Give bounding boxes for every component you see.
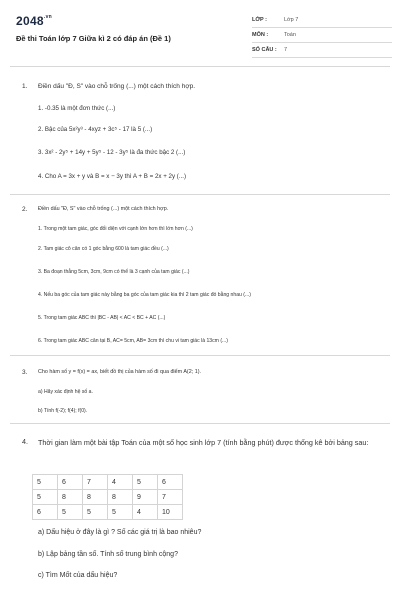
divider: [10, 194, 390, 195]
question-text: Điền dấu "Đ, S" vào chỗ trống (...) một cách thích hợp.: [38, 206, 169, 212]
table-cell: 8: [108, 490, 133, 505]
question-item: 4. Cho A = 3x + y và B = x − 3y thì A + B = 2x + 2y (...): [38, 173, 187, 180]
page-title: Đề thi Toán lớp 7 Giữa kì 2 có đáp án (Đề 1): [16, 34, 171, 43]
question-number: 3.: [22, 369, 28, 376]
question-item: 3. Ba đoạn thẳng 5cm, 3cm, 9cm có thể là 3 cạnh của tam giác (...): [38, 269, 190, 275]
logo-tld: .vn: [43, 14, 53, 20]
question-item: b) Tính f(-2); f(4); f(0).: [38, 408, 88, 414]
frequency-table: [32, 474, 183, 520]
meta-key: LỚP :: [252, 17, 267, 23]
question-item: 2. Tam giác cô cân có 1 góc bằng 600 là tam giác đều (...): [38, 246, 169, 252]
question-item: c) Tìm Mốt của dấu hiệu?: [38, 572, 118, 579]
table-cell: 5: [83, 505, 108, 520]
site-logo[interactable]: [16, 14, 52, 28]
divider: [10, 423, 390, 424]
question-text: Thời gian làm một bài tập Toán của một số học sinh lớp 7 (tính bằng phút) được thống kê bởi bảng sau:: [38, 438, 369, 447]
table-cell: 9: [133, 490, 158, 505]
meta-row-class: [252, 14, 392, 28]
table-cell: 6: [33, 505, 58, 520]
table-cell: 8: [58, 490, 83, 505]
question-item: 1. Trong một tam giác, góc đối diện với cạnh lớn hơn thì lớn hơn (...): [38, 226, 193, 232]
meta-key: SỐ CÂU :: [252, 47, 277, 53]
table-cell: 7: [83, 475, 108, 490]
table-cell: 10: [158, 505, 183, 520]
table-cell: 5: [108, 505, 133, 520]
question-text: Điền dấu "Đ, S" vào chỗ trống (...) một cách thích hợp.: [38, 83, 196, 90]
question-number: 1.: [22, 83, 28, 90]
question-item: 5. Trong tam giác ABC thì |BC - AB| < AC < BC + AC (...): [38, 315, 166, 321]
table-row: [33, 505, 183, 520]
table-cell: 4: [108, 475, 133, 490]
table-cell: 5: [133, 475, 158, 490]
table-cell: 4: [133, 505, 158, 520]
table-cell: 6: [158, 475, 183, 490]
question-item: a) Hãy xác định hệ số a.: [38, 389, 93, 395]
table-row: [33, 490, 183, 505]
table-cell: 5: [33, 475, 58, 490]
table-cell: 5: [33, 490, 58, 505]
question-item: a) Dấu hiệu ở đây là gì ? Số các giá trị là bao nhiêu?: [38, 529, 202, 536]
table-cell: 8: [83, 490, 108, 505]
frequency-table-body: [33, 475, 183, 520]
meta-value: Lớp 7: [284, 17, 299, 23]
question-number: 4.: [22, 437, 28, 446]
logo-text: 2048: [16, 14, 44, 28]
header: [0, 0, 400, 64]
question-item: 1. -0.35 là một đơn thức (...): [38, 105, 116, 112]
table-cell: 7: [158, 490, 183, 505]
divider: [10, 66, 390, 67]
meta-value: Toán: [284, 32, 296, 38]
table-cell: 5: [58, 505, 83, 520]
meta-value: 7: [284, 47, 288, 53]
meta-key: MÔN :: [252, 32, 269, 38]
question-number: 2.: [22, 206, 28, 213]
question-item: 3. 3x² - 2y⁵ + 14y + 5y⁵ - 12 - 3y⁵ là đa thức bậc 2 (...): [38, 149, 186, 156]
meta-row-subject: [252, 29, 392, 43]
question-item: 2. Bậc của 5x²y³ - 4xyz + 3c⁵ - 17 là 5 (...): [38, 126, 153, 133]
question-item: 6. Trong tam giác ABC cân tại B, AC= 5cm, AB= 3cm thì chu vi tam giác là 13cm (...): [38, 338, 228, 344]
question-item: 4. Nếu ba góc của tam giác này bằng ba góc của tam giác kia thì 2 tam giác đó bằng nhau (...): [38, 292, 251, 298]
table-row: [33, 475, 183, 490]
meta-row-count: [252, 44, 392, 58]
table-cell: 6: [58, 475, 83, 490]
divider: [10, 355, 390, 356]
question-text: Cho hàm số y = f(x) = ax, biết đồ thị của hàm số đi qua điểm A(2; 1).: [38, 369, 201, 375]
question-item: b) Lập bảng tần số. Tính số trung bình cộng?: [38, 551, 178, 558]
